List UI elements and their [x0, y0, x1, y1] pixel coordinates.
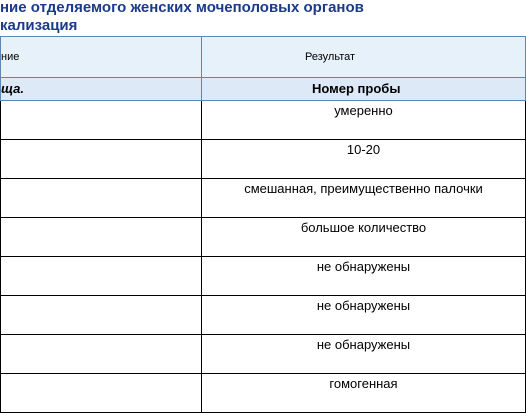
row-result-cell [202, 335, 526, 374]
row-name-cell [1, 335, 202, 374]
table-row [1, 140, 526, 179]
result-value: не обнаружены [316, 298, 411, 313]
table-row [1, 296, 526, 335]
row-name-cell [1, 257, 202, 296]
table-row [1, 101, 526, 140]
result-value: гомогенная [329, 376, 398, 391]
row-name-cell [1, 101, 202, 140]
row-name-cell [1, 140, 202, 179]
title-line-1: ние отделяемого женских мочеполовых органов [0, 0, 364, 16]
row-result-cell [202, 140, 526, 179]
row-result-cell [202, 296, 526, 335]
row-name-cell [1, 179, 202, 218]
table-section-row [1, 78, 526, 101]
result-value: большое количество [300, 220, 427, 235]
row-result-cell [202, 179, 526, 218]
result-value: умеренно [334, 103, 393, 118]
title-line-2: кализация [0, 17, 78, 34]
table-row [1, 179, 526, 218]
row-result-cell [202, 218, 526, 257]
table-row [1, 218, 526, 257]
results-table [0, 36, 526, 413]
result-value: смешанная, преимущественно палочки [244, 181, 483, 196]
result-value: 10-20 [346, 142, 381, 157]
row-name-cell [1, 374, 202, 413]
table-row [1, 257, 526, 296]
table-row [1, 374, 526, 413]
document-title [0, 0, 400, 35]
row-result-cell [202, 101, 526, 140]
header-name-cell: ние [1, 37, 202, 78]
row-result-cell [202, 374, 526, 413]
table-header-row [1, 37, 526, 78]
header-result-cell: Результат [202, 37, 526, 78]
section-name-cell: ща. [1, 78, 202, 101]
result-value: не обнаружены [316, 337, 411, 352]
row-name-cell [1, 218, 202, 257]
row-result-cell [202, 257, 526, 296]
row-name-cell [1, 296, 202, 335]
table-row [1, 335, 526, 374]
section-sample-number-cell: Номер пробы [202, 78, 526, 101]
result-value: не обнаружены [316, 259, 411, 274]
